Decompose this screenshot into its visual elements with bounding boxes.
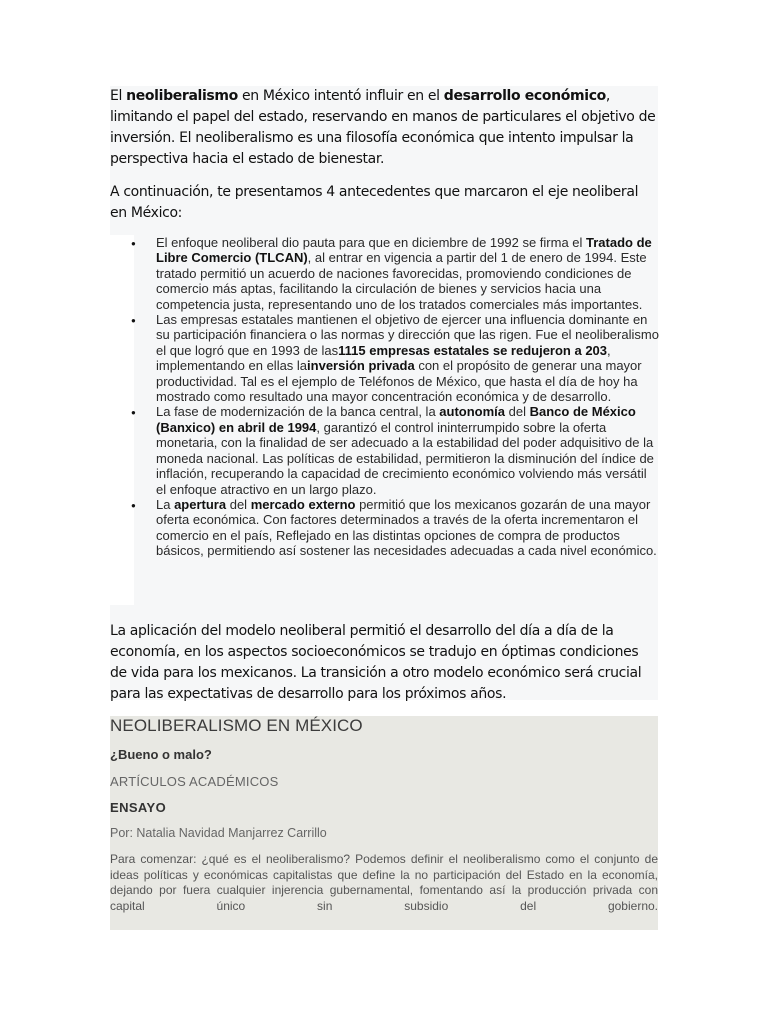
item-text: , al entrar en vigencia a partir del 1 de enero de 1994. Este tratado permitió un acuerdo de naciones favorecidas, promoviendo condiciones de comercio más aptas, facilitando la circulación de bienes y servicios hacia una competencia justa, representando uno de los tratados comerciales más importantes.: [156, 250, 647, 312]
article-subtitle: ¿Bueno o malo?: [110, 747, 212, 762]
item-text: La fase de modernización de la banca central, la: [156, 404, 440, 420]
item-text: permitió que los mexicanos gozarán de una mayor oferta económica. Con factores determinados a través de la oferta incrementaron el comercio en el país, Reflejado en las distintas opciones de compra de productos básicos, permitiendo así sostener las necesidades adecuadas a cada nivel económico.: [156, 496, 657, 559]
article-author: Por: Natalia Navidad Manjarrez Carrillo: [110, 826, 327, 840]
intro-paragraph: [110, 86, 658, 170]
item-text: , implementando en ellas la: [156, 342, 611, 374]
article-section: [110, 86, 658, 700]
item-keyword: apertura: [174, 496, 227, 512]
antecedents-list-area: [110, 235, 658, 605]
intro-text: , limitando el papel del estado, reservando en manos de particulares el objetivo de inversión. El neoliberalismo es una filosofía económica que intento impulsar la perspectiva hacia el estado de bienestar.: [110, 88, 656, 167]
article-title: NEOLIBERALISMO EN MÉXICO: [110, 716, 363, 735]
item-text: del: [505, 404, 530, 420]
item-text: del: [226, 496, 251, 512]
article-category: ARTÍCULOS ACADÉMICOS: [110, 774, 279, 789]
item-keyword: autonomía: [439, 404, 506, 420]
article-body: Para comenzar: ¿qué es el neoliberalismo? Podemos definir el neoliberalismo como el conjunto de ideas políticas y económicas capitalistas que define la no participación del Estado en la economía, dejando por fuera cualquier injerencia gubernamental, fomentando así la producción privada con capital único sin subsidio del gobierno.: [110, 852, 658, 913]
item-text: , garantizó el control ininterrumpido sobre la oferta monetaria, con la finalidad de ser adecuado a la estabilidad del poder adquisitivo de la moneda nacional. Las políticas de estabilidad, permitieron la disminución del índice de inflación, recuperando la capacidad de crecimiento económico volviendo más versátil el enfoque atractivo en un largo plazo.: [156, 419, 654, 497]
item-keyword: Banco de México (Banxico) en abril de 1994: [156, 404, 636, 435]
article-type: ENSAYO: [110, 800, 167, 815]
lead-paragraph: A continuación, te presentamos 4 antecedentes que marcaron el eje neoliberal en México:: [110, 184, 639, 221]
item-text: con el propósito de generar una mayor productividad. Tal es el ejemplo de Teléfonos de México, que hasta el día de hoy ha mostrado como resultado una mayor concentración económica y de desarrollo.: [156, 358, 642, 405]
item-text: Las empresas estatales mantienen el objetivo de ejercer una influencia dominante en su participación financiera o las normas y dirección que las rigen. Fue el neoliberalismo el que logró que en 1993 de las: [156, 312, 659, 358]
closing-paragraph: La aplicación del modelo neoliberal permitió el desarrollo del día a día de la economía, en los aspectos socioeconómicos se tradujo en óptimas condiciones de vida para los mexicanos. La transición a otro modelo económico será crucial para las expectativas de desarrollo para los próximos años.: [110, 623, 642, 702]
intro-keyword: desarrollo económico: [443, 88, 606, 104]
list-item: [130, 404, 660, 496]
item-keyword: inversión privada: [307, 358, 415, 374]
list-item: [130, 312, 660, 404]
item-keyword: Tratado de Libre Comercio (TLCAN): [156, 235, 652, 266]
article-card: [110, 716, 658, 930]
intro-text: El: [110, 88, 127, 104]
antecedents-list: [130, 235, 660, 559]
list-item: [130, 497, 660, 559]
list-item: [130, 235, 660, 312]
item-keyword: 1115 empresas estatales se redujeron a 203: [338, 342, 608, 358]
item-text: El enfoque neoliberal dio pauta para que en diciembre de 1992 se firma el: [156, 235, 587, 250]
intro-text: en México intentó influir en el: [237, 88, 444, 104]
intro-keyword: neoliberalismo: [126, 88, 238, 104]
item-keyword: mercado externo: [250, 496, 356, 512]
item-text: La: [156, 496, 175, 512]
